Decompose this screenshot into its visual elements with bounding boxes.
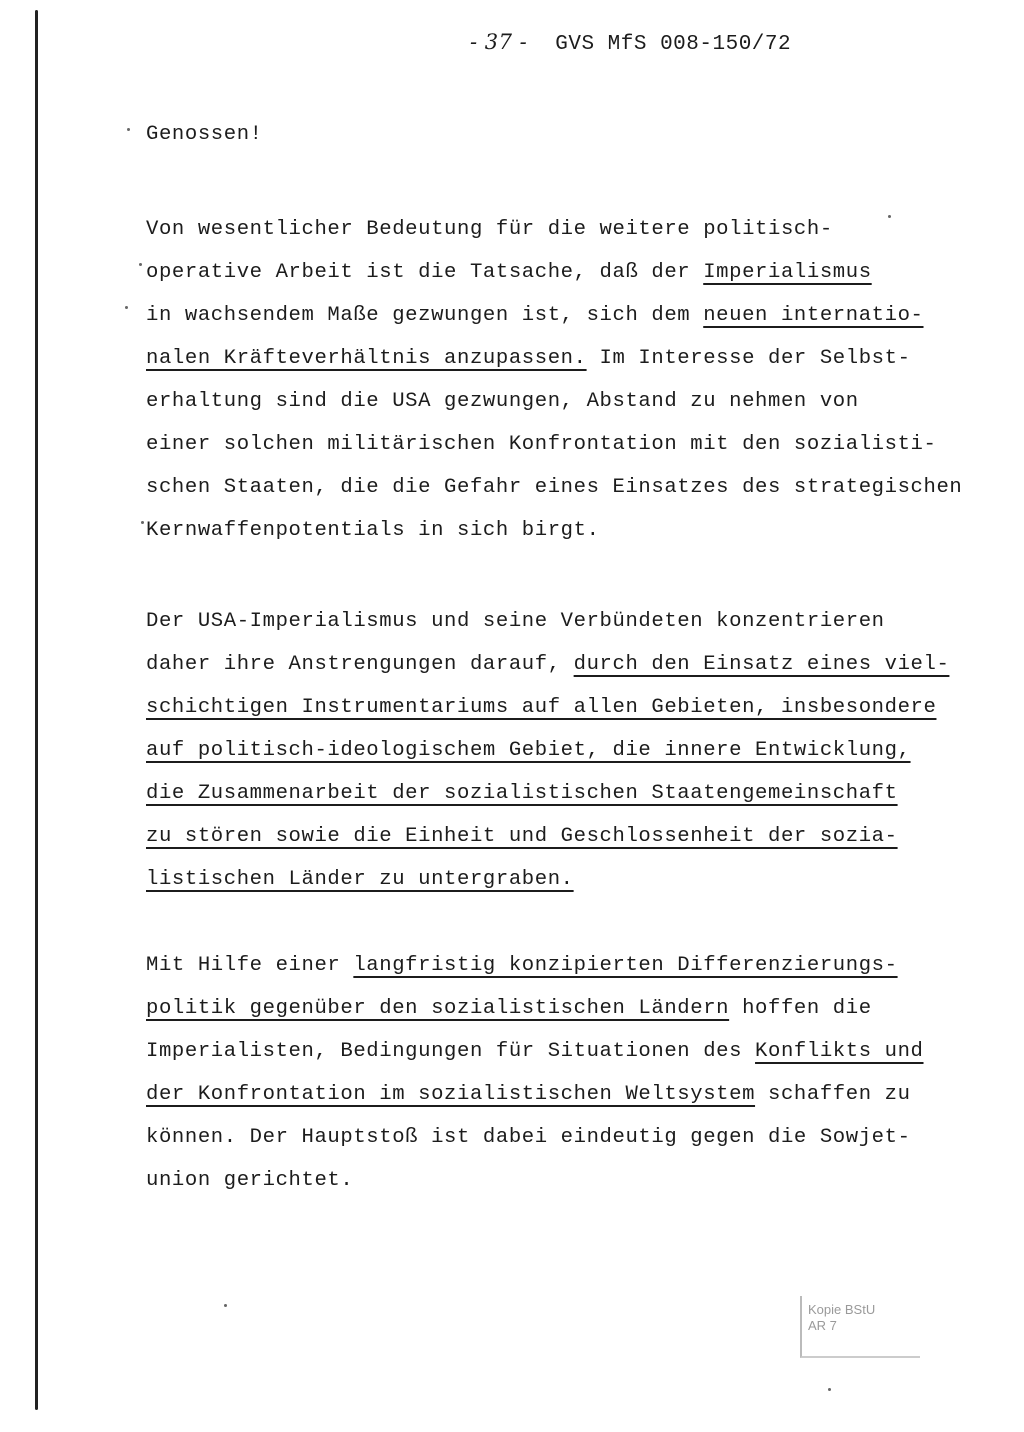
text-line	[146, 698, 936, 719]
text-line	[146, 655, 949, 676]
text-segment: einer solchen militärischen Konfrontation mit den sozialisti-	[146, 433, 937, 456]
text-line	[146, 999, 872, 1020]
text-segment: Im Interesse der Selbst-	[586, 347, 911, 370]
text-line	[146, 306, 924, 327]
text-line	[146, 827, 898, 848]
text-line	[146, 1042, 924, 1063]
text-segment: daher ihre Anstrengungen darauf,	[146, 653, 574, 676]
text-line	[146, 612, 885, 633]
text-segment: Mit Hilfe einer	[146, 954, 354, 977]
underlined-text: zu stören sowie die Einheit und Geschlossenheit der sozia-	[146, 825, 898, 848]
text-line	[146, 521, 600, 542]
text-segment: operative Arbeit ist die Tatsache, daß der	[146, 261, 704, 284]
underlined-text: der Konfrontation im sozialistischen Weltsystem	[146, 1083, 756, 1106]
underlined-text: neuen internatio-	[703, 304, 924, 327]
text-line	[146, 741, 911, 762]
text-segment: in wachsendem Maße gezwungen ist, sich dem	[146, 304, 704, 327]
text-line	[146, 956, 898, 977]
underlined-text: listischen Länder zu untergraben.	[146, 868, 574, 891]
speck	[888, 215, 891, 218]
text-segment: schaffen zu	[755, 1083, 911, 1106]
text-line	[146, 263, 872, 284]
text-line	[146, 1171, 353, 1192]
stamp-line-1: Kopie BStU	[808, 1302, 876, 1317]
text-segment: Imperialisten, Bedingungen für Situationen des	[146, 1040, 756, 1063]
speck	[224, 1304, 227, 1307]
binding-margin-line	[35, 10, 38, 1410]
document-reference: GVS MfS 008-150/72	[555, 33, 792, 56]
text-line	[146, 392, 859, 413]
text-line	[146, 1128, 911, 1149]
text-segment: Von wesentlicher Bedeutung für die weitere politisch-	[146, 218, 833, 241]
text-segment: union gerichtet.	[146, 1169, 354, 1192]
underlined-text: politik gegenüber den sozialistischen Ländern	[146, 997, 730, 1020]
underlined-text: langfristig konzipierten Differenzierungs-	[353, 954, 898, 977]
stamp-line-2: AR 7	[808, 1318, 837, 1333]
text-segment: erhaltung sind die USA gezwungen, Abstand zu nehmen von	[146, 390, 859, 413]
text-line	[146, 1085, 911, 1106]
underlined-text: Imperialismus	[703, 261, 872, 284]
text-line	[146, 220, 833, 241]
text-line	[146, 870, 574, 891]
text-line	[146, 435, 936, 456]
underlined-text: nalen Kräfteverhältnis anzupassen.	[146, 347, 587, 370]
text-segment: schen Staaten, die die Gefahr eines Einsatzes des strategischen	[146, 476, 963, 499]
page-number: - 37 -	[470, 30, 528, 54]
text-line	[146, 349, 911, 370]
underlined-text: Konflikts und	[755, 1040, 924, 1063]
underlined-text: durch den Einsatz eines viel-	[573, 653, 950, 676]
text-line	[146, 478, 962, 499]
text-segment: können. Der Hauptstoß ist dabei eindeutig gegen die Sowjet-	[146, 1126, 911, 1149]
speck	[125, 306, 128, 309]
text-segment: hoffen die	[729, 997, 872, 1020]
underlined-text: die Zusammenarbeit der sozialistischen Staatengemeinschaft	[146, 782, 898, 805]
speck	[828, 1388, 831, 1391]
salutation: Genossen!	[146, 123, 263, 146]
underlined-text: auf politisch-ideologischem Gebiet, die innere Entwicklung,	[146, 739, 911, 762]
speck	[141, 521, 144, 524]
page-header	[470, 30, 990, 56]
archive-stamp	[800, 1296, 920, 1358]
underlined-text: schichtigen Instrumentariums auf allen Gebieten, insbesondere	[146, 696, 937, 719]
speck	[127, 128, 130, 131]
text-line	[146, 784, 898, 805]
speck	[139, 263, 142, 266]
text-segment: Der USA-Imperialismus und seine Verbündeten konzentrieren	[146, 610, 885, 633]
text-segment: Kernwaffenpotentials in sich birgt.	[146, 519, 600, 542]
